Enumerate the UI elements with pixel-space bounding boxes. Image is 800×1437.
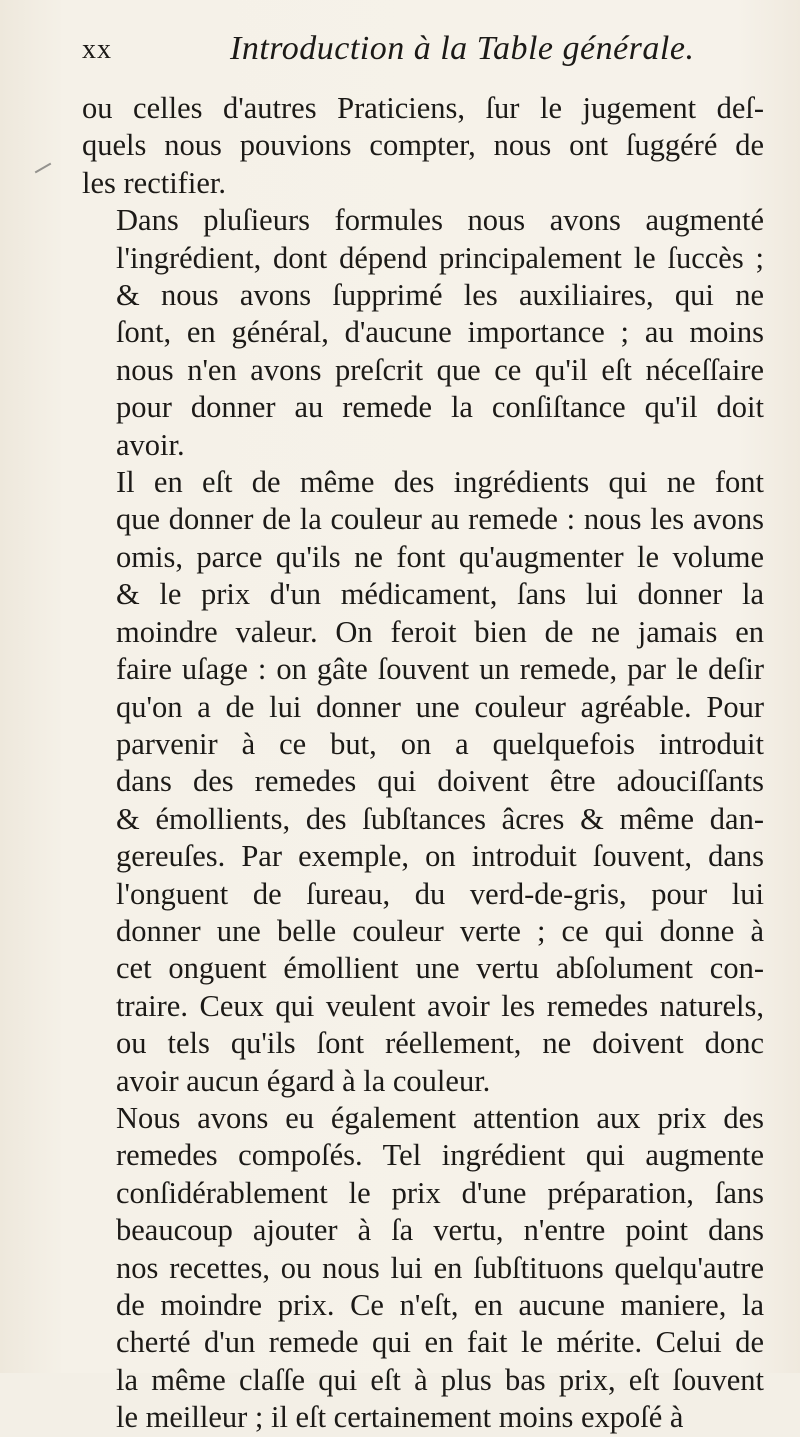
text-line: gereuſes. Par exemple, on introduit ſouvent, dans bbox=[116, 839, 764, 874]
text-line: l'onguent de ſureau, du verd-de-gris, pour lui bbox=[116, 876, 764, 911]
paragraph bbox=[82, 464, 764, 1100]
text-line: ou celles d'autres Praticiens, ſur le jugement deſ- bbox=[82, 91, 764, 125]
text-line: Nous avons eu également attention aux prix des bbox=[116, 1100, 764, 1135]
text-line: & le prix d'un médicament, ſans lui donner la bbox=[116, 577, 764, 612]
text-line: Il en eſt de même des ingrédients qui ne font bbox=[116, 465, 764, 500]
text-line: ſont, en général, d'aucune importance ; au moins bbox=[116, 315, 764, 350]
text-line: faire uſage : on gâte ſouvent un remede, par le deſir bbox=[116, 652, 764, 687]
text-line: conſidérablement le prix d'une préparation, ſans bbox=[116, 1175, 764, 1210]
text-line: dans des remedes qui doivent être adouciſſants bbox=[116, 764, 764, 799]
paragraph bbox=[82, 202, 764, 464]
margin-ink-mark bbox=[35, 163, 52, 174]
text-line: traire. Ceux qui veulent avoir les remedes naturels, bbox=[116, 988, 764, 1023]
text-line: Dans pluſieurs formules nous avons augmenté bbox=[116, 203, 764, 238]
text-line: avoir aucun égard à la couleur. bbox=[116, 1063, 491, 1098]
text-line: omis, parce qu'ils ne font qu'augmenter le volume bbox=[116, 539, 764, 574]
text-line: le meilleur ; il eſt certainement moins expoſé à bbox=[116, 1400, 684, 1435]
text-line: cherté d'un remede qui en fait le mérite. Celui de bbox=[116, 1325, 764, 1360]
text-line: l'ingrédient, dont dépend principalement le ſuccès ; bbox=[116, 240, 764, 275]
text-line: & émollients, des ſubſtances âcres & même dan- bbox=[116, 801, 764, 836]
page-number: xx bbox=[82, 34, 112, 65]
text-line: beaucoup ajouter à ſa vertu, n'entre point dans bbox=[116, 1213, 764, 1248]
text-line: nos recettes, ou nous lui en ſubſtituons quelqu'autre bbox=[116, 1250, 764, 1285]
paragraph bbox=[82, 1100, 764, 1437]
body-text bbox=[82, 90, 764, 1437]
text-line: que donner de la couleur au remede : nous les avons bbox=[116, 502, 764, 537]
text-line: de moindre prix. Ce n'eſt, en aucune maniere, la bbox=[116, 1288, 764, 1322]
text-line: nous n'en avons preſcrit que ce qu'il eſt néceſſaire bbox=[116, 352, 764, 387]
text-line: pour donner au remede la conſiſtance qu'il doit bbox=[116, 390, 764, 425]
text-line: les rectifier. bbox=[82, 165, 226, 200]
text-line: la même claſſe qui eſt à plus bas prix, eſt ſouvent bbox=[116, 1362, 764, 1397]
text-line: ou tels qu'ils ſont réellement, ne doivent donc bbox=[116, 1026, 764, 1061]
text-line: cet onguent émollient une vertu abſolument con- bbox=[116, 951, 764, 986]
text-line: donner une belle couleur verte ; ce qui donne à bbox=[116, 913, 764, 948]
text-line: parvenir à ce but, on a quelquefois introduit bbox=[116, 726, 764, 761]
text-line: remedes compoſés. Tel ingrédient qui augmente bbox=[116, 1138, 764, 1173]
text-line: avoir. bbox=[116, 427, 185, 462]
text-line: moindre valeur. On feroit bien de ne jamais en bbox=[116, 614, 764, 649]
paragraph bbox=[82, 90, 764, 202]
running-title: Introduction à la Table générale. bbox=[230, 30, 695, 67]
text-line: qu'on a de lui donner une couleur agréable. Pour bbox=[116, 689, 764, 724]
page-header bbox=[82, 30, 762, 70]
text-line: quels nous pouvions compter, nous ont ſuggéré de bbox=[82, 128, 764, 163]
text-line: & nous avons ſupprimé les auxiliaires, qui ne bbox=[116, 278, 764, 313]
